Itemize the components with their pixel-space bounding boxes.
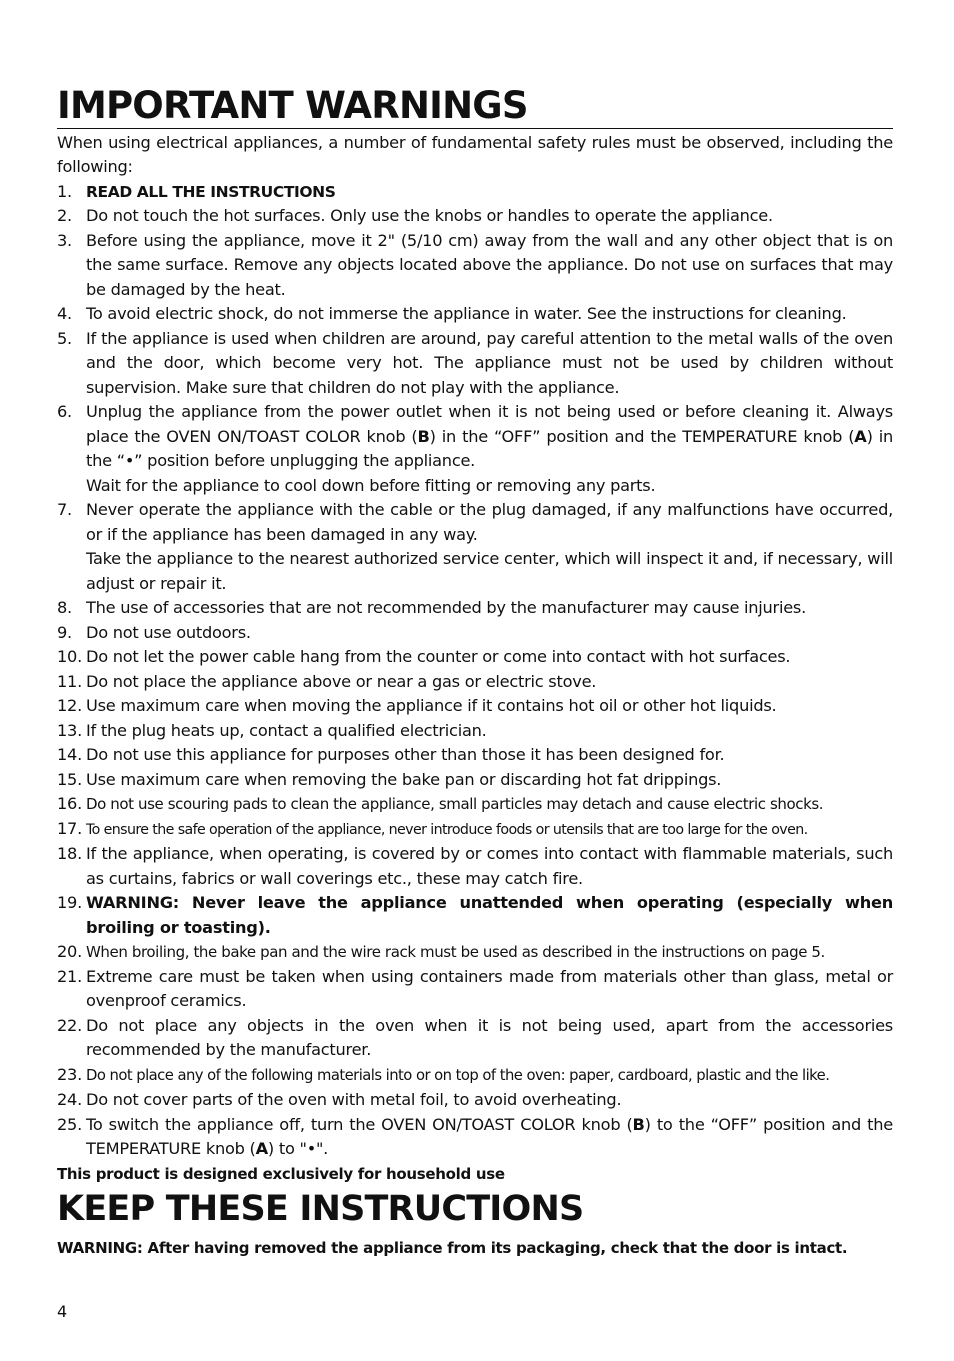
item-text: If the appliance is used when children are around, pay careful attention to the metal walls of the oven and the door, which become very hot. The appliance must not be used by children without supervision. Make sure that children do not play with the appliance.	[86, 328, 893, 397]
item-text: If the plug heats up, contact a qualified electrician.	[86, 720, 487, 740]
item-number: 17.	[57, 818, 82, 838]
item-text: To ensure the safe operation of the appliance, never introduce foods or utensils that are too large for the oven.	[86, 821, 808, 838]
item-number: 1.	[57, 181, 72, 201]
list-item	[57, 400, 893, 498]
item-text: Do not place any objects in the oven when it is not being used, apart from the accessories recommended by the manufacturer.	[86, 1015, 893, 1060]
item-number: 24.	[57, 1090, 82, 1110]
list-item	[57, 645, 893, 670]
item-text: Use maximum care when removing the bake pan or discarding hot fat drippings.	[86, 769, 722, 789]
keep-instructions-heading: KEEP THESE INSTRUCTIONS	[57, 1188, 584, 1229]
item-text: Take the appliance to the nearest authorized service center, which will inspect it and, if necessary, will adjust or repair it.	[86, 549, 893, 593]
item-number: 10.	[57, 647, 82, 667]
item-text: ) in the “•” position before unplugging the appliance.	[86, 426, 893, 471]
list-item	[57, 940, 893, 965]
item-number: 21.	[57, 966, 82, 986]
document-page	[57, 84, 893, 1260]
item-text: Before using the appliance, move it 2" (5/10 cm) away from the wall and any other object that is on the same surface. Remove any objects located above the appliance. Do not use on surfaces that may be damaged by the heat.	[86, 230, 893, 299]
item-number: 6.	[57, 402, 72, 422]
item-number: 5.	[57, 328, 72, 348]
knob-letter: B	[632, 1114, 645, 1134]
item-text: READ ALL THE INSTRUCTIONS	[86, 182, 336, 201]
list-item	[57, 891, 893, 940]
list-item	[57, 792, 893, 817]
intro-paragraph: When using electrical appliances, a number of fundamental safety rules must be observed, including the following:	[57, 133, 893, 177]
item-text: ) in the “OFF” position and the TEMPERATURE knob (	[429, 426, 855, 446]
item-number: 15.	[57, 769, 82, 789]
list-item	[57, 768, 893, 793]
item-text: To switch the appliance off, turn the OVEN ON/TOAST COLOR knob (	[86, 1114, 633, 1134]
item-text: Never operate the appliance with the cable or the plug damaged, if any malfunctions have occurred, or if the appliance has been damaged in any way.	[86, 500, 893, 544]
list-item	[57, 302, 893, 327]
item-text: Do not use outdoors.	[86, 622, 251, 642]
list-item	[57, 229, 893, 303]
household-use-note: This product is designed exclusively for household use	[57, 1164, 505, 1183]
item-text: Do not touch the hot surfaces. Only use the knobs or handles to operate the appliance.	[86, 206, 773, 226]
item-text: WARNING: Never leave the appliance unattended when operating (especially when broiling or toasting).	[86, 893, 893, 937]
item-text: ) to "•".	[267, 1139, 329, 1159]
item-number: 13.	[57, 720, 82, 740]
list-item	[57, 1088, 893, 1113]
list-item	[57, 719, 893, 744]
warnings-list	[57, 180, 893, 1162]
knob-letter: A	[854, 426, 867, 446]
item-text: Do not place any of the following materials into or on top of the oven: paper, cardboard, plastic and the like.	[86, 1066, 830, 1084]
list-item	[57, 327, 893, 401]
knob-letter: A	[255, 1139, 268, 1159]
item-number: 4.	[57, 304, 72, 324]
item-number: 19.	[57, 893, 82, 913]
item-text: Extreme care must be taken when using containers made from materials other than glass, metal or ovenproof ceramics.	[86, 966, 893, 1011]
item-number: 11.	[57, 671, 82, 691]
item-number: 20.	[57, 942, 82, 962]
item-number: 14.	[57, 745, 82, 765]
item-text: When broiling, the bake pan and the wire rack must be used as described in the instructions on page 5.	[86, 943, 825, 962]
item-number: 22.	[57, 1015, 82, 1035]
item-text: Do not cover parts of the oven with metal foil, to avoid overheating.	[86, 1090, 622, 1110]
item-number: 3.	[57, 230, 72, 250]
item-text: ) to the “OFF” position and the TEMPERATURE knob (	[86, 1114, 893, 1159]
item-number: 7.	[57, 500, 72, 520]
knob-letter: B	[417, 426, 430, 446]
item-text: Unplug the appliance from the power outlet when it is not being used or before cleaning it. Always place the OVEN ON/TOAST COLOR knob (	[86, 402, 893, 446]
list-item	[57, 670, 893, 695]
item-number: 16.	[57, 794, 82, 814]
list-item	[57, 498, 893, 596]
list-item	[57, 1113, 893, 1162]
item-number: 23.	[57, 1064, 82, 1084]
list-item	[57, 965, 893, 1014]
item-text: Do not let the power cable hang from the counter or come into contact with hot surfaces.	[86, 647, 791, 667]
door-warning: WARNING: After having removed the appliance from its packaging, check that the door is intact.	[57, 1238, 848, 1257]
list-item	[57, 180, 893, 205]
item-text: If the appliance, when operating, is covered by or comes into contact with flammable materials, such as curtains, fabrics or wall coverings etc., these may catch fire.	[86, 844, 893, 888]
item-number: 9.	[57, 622, 72, 642]
list-item	[57, 817, 893, 843]
list-item	[57, 204, 893, 229]
item-number: 12.	[57, 696, 82, 716]
item-text: The use of accessories that are not recommended by the manufacturer may cause injuries.	[86, 598, 806, 618]
item-number: 2.	[57, 206, 72, 226]
item-number: 18.	[57, 844, 82, 864]
list-item	[57, 621, 893, 646]
page-number: 4	[57, 1302, 68, 1321]
item-text: Use maximum care when moving the appliance if it contains hot oil or other hot liquids.	[86, 696, 777, 716]
item-text: To avoid electric shock, do not immerse the appliance in water. See the instructions for cleaning.	[86, 304, 847, 324]
item-text: Do not use this appliance for purposes other than those it has been designed for.	[86, 745, 725, 765]
item-number: 8.	[57, 598, 72, 618]
page-title: IMPORTANT WARNINGS	[57, 84, 893, 129]
list-item	[57, 743, 893, 768]
item-text: Do not place the appliance above or near a gas or electric stove.	[86, 671, 597, 691]
list-item	[57, 596, 893, 621]
list-item	[57, 842, 893, 891]
item-text: Wait for the appliance to cool down before fitting or removing any parts.	[86, 475, 656, 495]
list-item	[57, 1014, 893, 1063]
list-item	[57, 694, 893, 719]
item-number: 25.	[57, 1114, 82, 1134]
item-text: Do not use scouring pads to clean the appliance, small particles may detach and cause electric shocks.	[86, 795, 824, 814]
list-item	[57, 1063, 893, 1089]
